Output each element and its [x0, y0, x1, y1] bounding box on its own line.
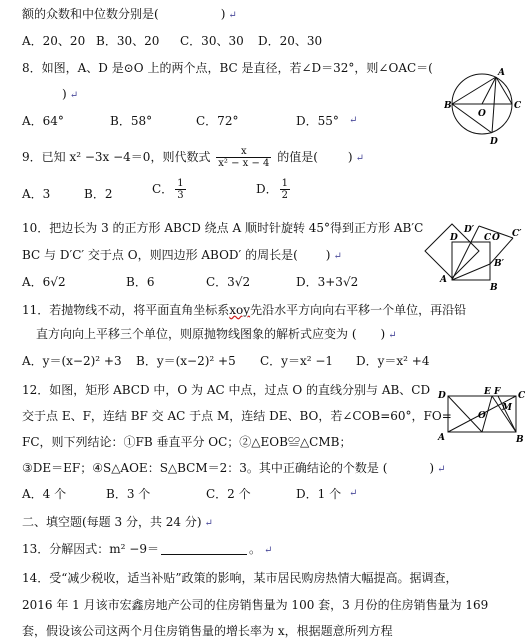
- q10-option-b: B．6: [126, 275, 155, 289]
- return-mark: ↵: [349, 488, 358, 499]
- q14-line3: [22, 623, 393, 639]
- q9-option-a: A．3: [22, 187, 51, 201]
- q9-paren: ): [347, 150, 353, 164]
- q13-answer-blank[interactable]: [161, 542, 247, 555]
- q10-line2: [22, 247, 342, 265]
- q14-line1-text: 14．受“减少税收，适当补贴”政策的影响，某市居民购房热情大幅提高。据调查，: [22, 571, 458, 585]
- q7-option-a: A．20、20: [22, 34, 86, 48]
- q8-option-a: A．64°: [22, 114, 64, 128]
- q9-option-d: [256, 178, 292, 201]
- q11-line1-text-b: 先沿水平方向向右平移一个单位，再沿铅: [250, 303, 467, 317]
- q12-line1: [22, 382, 430, 398]
- q11-line2: [36, 326, 397, 344]
- q9-stem: [22, 146, 364, 169]
- q12-line3: [22, 434, 351, 450]
- q10-label-a: A: [440, 275, 447, 285]
- q14-line2: [22, 597, 488, 613]
- q14-line1: [22, 570, 458, 586]
- return-mark: ↵: [228, 10, 237, 21]
- q12-option-d: D．1 个: [296, 487, 342, 501]
- q10-option-a: A．6√2: [22, 275, 66, 289]
- q12-label-f: F: [494, 387, 501, 397]
- q12-line4-text: ③DE＝EF；④S△AOE：S△BCM＝2：3。其中正确结论的个数是 (: [22, 461, 388, 475]
- q12-line2: [22, 408, 452, 424]
- q8-label-b: B: [444, 101, 452, 111]
- q7-option-c: C．30、30: [180, 34, 244, 48]
- q13-stem-text: 13．分解因式：m² −9＝: [22, 542, 159, 556]
- q9-c-num: 1: [177, 178, 184, 189]
- q8-paren: ): [62, 87, 67, 101]
- q9-option-d-frac: [280, 178, 290, 201]
- q7-tail: [22, 6, 237, 24]
- q9-fraction: [216, 146, 271, 169]
- q13-stem: [22, 541, 272, 559]
- q7-option-b: B．30、20: [96, 34, 160, 48]
- q11-option-c: C．y＝x² −1: [260, 354, 334, 368]
- q8-option-d: D．55°: [296, 114, 339, 128]
- q12-label-a: A: [438, 433, 445, 443]
- q12-option-a: A．4 个: [22, 487, 67, 501]
- section-2-title: [22, 514, 213, 532]
- q12-paren: ): [429, 461, 435, 475]
- q12-option-c: C．2 个: [206, 487, 251, 501]
- q12-label-o: O: [478, 411, 486, 421]
- q9-stem-text: 9．已知 x² −3x −4＝0，则代数式: [22, 150, 211, 164]
- return-mark: ↵: [349, 115, 358, 126]
- q10-square-figure: [424, 220, 526, 296]
- q12-label-b: B: [516, 435, 524, 444]
- q9-option-d-label: D．: [256, 182, 278, 196]
- q10-label-d: D: [450, 233, 458, 243]
- q8-option-c: C．72°: [196, 114, 239, 128]
- q10-label-dprime: D′: [464, 225, 475, 235]
- q8-label-o: O: [478, 109, 486, 119]
- q10-label-bprime: B′: [494, 259, 504, 269]
- q10-line2-text: BC 与 D′C′ 交于点 O，则四边形 ABOD′ 的周长是(: [22, 248, 298, 262]
- q9-option-c-label: C．: [152, 182, 174, 196]
- q11-line1: [22, 302, 466, 318]
- q14-line3-text: 套，假设该公司这两个月住房销售量的增长率为 x，根据题意所列方程: [22, 624, 393, 638]
- q11-option-d: D．y＝x² +4: [356, 354, 430, 368]
- q11-option-a: A．y＝(x−2)² +3: [22, 354, 122, 368]
- q8-stem-text: 8．如图，A、D 是⊙O 上的两个点，BC 是直径，若∠D＝32°，则∠OAC＝(: [22, 61, 433, 75]
- q11-paren: ): [380, 327, 386, 341]
- section-2-title-text: 二、填空题(每题 3 分，共 24 分): [22, 515, 202, 529]
- q12-label-e: E: [484, 387, 491, 397]
- q8-label-a: A: [498, 68, 505, 78]
- q11-line1-text-a: 11．若抛物线不动，将平面直角坐标系: [22, 303, 230, 317]
- q8-circle-figure: [444, 64, 526, 148]
- q10-paren: ): [325, 248, 331, 262]
- q12-line4: [22, 460, 446, 478]
- q9-frac-den: x² − x − 4: [218, 158, 270, 169]
- q7-option-d: D．20、30: [258, 34, 323, 48]
- q10-label-c: C: [484, 233, 492, 243]
- q8-option-b: B．58°: [110, 114, 153, 128]
- q8-stem: [22, 60, 433, 76]
- return-mark: ↵: [437, 464, 446, 475]
- return-mark: ↵: [263, 545, 273, 556]
- q9-option-b: B．2: [84, 187, 113, 201]
- q10-option-d: D．3+3√2: [296, 275, 359, 289]
- q12-label-m: M: [502, 403, 512, 413]
- q12-line1-text: 12．如图，矩形 ABCD 中，O 为 AC 中点，过点 O 的直线分别与 AB、CD: [22, 383, 431, 397]
- q12-label-c: C: [518, 391, 526, 401]
- q8-label-c: C: [514, 101, 522, 111]
- return-mark: ↵: [333, 251, 342, 262]
- q9-option-c: [152, 178, 188, 201]
- q12-option-b: B．3 个: [106, 487, 151, 501]
- return-mark: ↵: [388, 330, 397, 341]
- q9-frac-num: x: [216, 146, 271, 158]
- q10-label-cprime: C′: [512, 229, 522, 239]
- q10-label-o: O: [492, 233, 500, 243]
- return-mark: ↵: [204, 518, 213, 529]
- q10-line1-text: 10．把边长为 3 的正方形 ABCD 绕点 A 顺时针旋转 45°得到正方形 AB′C: [22, 221, 424, 235]
- q14-line2-text: 2016 年 1 月该市宏鑫房地产公司的住房销售量为 100 套，3 月份的住房销售量为 169: [22, 598, 489, 612]
- q12-line2-text: 交于点 E、F，连结 BF 交 AC 于点 M，连结 DE、BO，若∠COB=60°，FO=: [22, 409, 452, 423]
- q12-line3-text: FC，则下列结论：①FB 垂直平分 OC；②△EOB≌△CMB；: [22, 435, 352, 449]
- q11-xoy: xoy: [229, 303, 251, 317]
- q10-option-c: C．3√2: [206, 275, 251, 289]
- q7-paren: ): [220, 7, 226, 21]
- q9-stem-text-b: 的值是(: [277, 150, 318, 164]
- q9-option-c-frac: [175, 178, 185, 201]
- q9-d-num: 1: [281, 178, 288, 189]
- q10-label-b: B: [490, 283, 498, 293]
- q8-stem-close: [62, 86, 78, 104]
- return-mark: ↵: [355, 153, 364, 164]
- q11-option-b: B．y＝(x−2)² +5: [136, 354, 236, 368]
- q8-label-d: D: [490, 137, 498, 147]
- q12-rectangle-figure: [436, 384, 526, 444]
- q12-label-d: D: [438, 391, 446, 401]
- q13-end: 。: [248, 542, 261, 556]
- return-mark: ↵: [69, 90, 79, 101]
- q11-line2-text: 直方向向上平移三个单位，则原抛物线图象的解析式应变为 (: [36, 327, 357, 341]
- q9-d-den: 2: [281, 190, 288, 201]
- q9-c-den: 3: [177, 190, 184, 201]
- q10-line1: [22, 220, 423, 236]
- q7-tail-text: 额的众数和中位数分别是(: [22, 7, 159, 21]
